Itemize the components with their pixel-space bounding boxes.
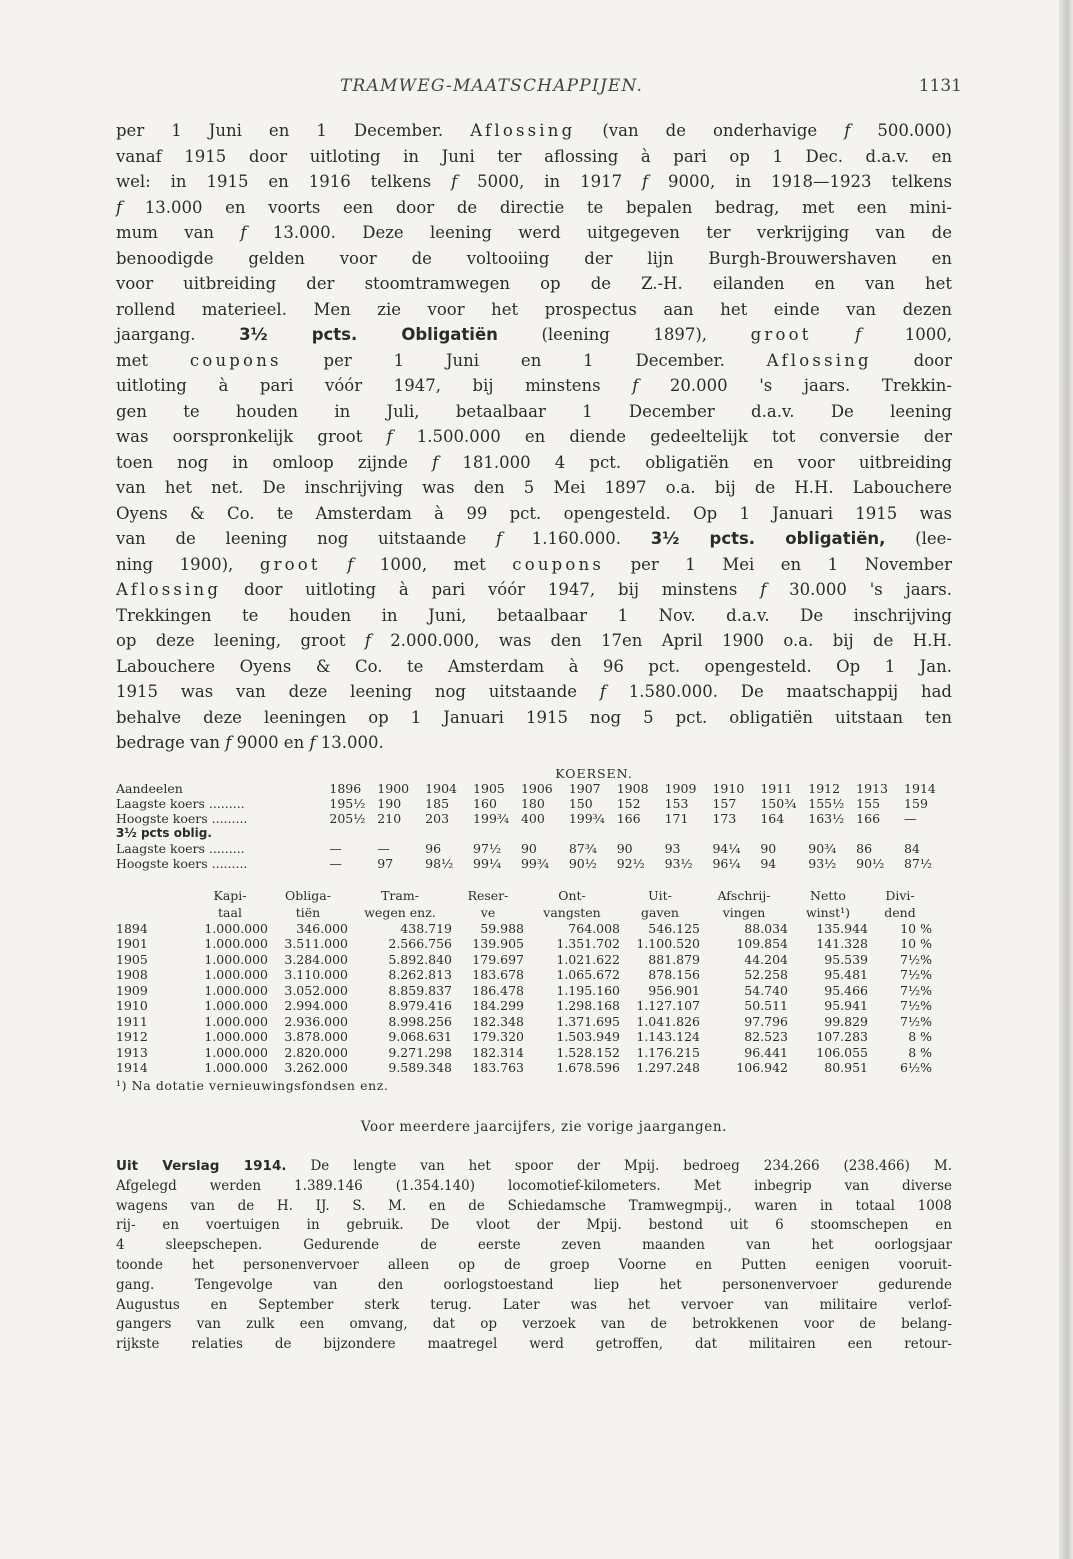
financials-cell: 109.854 [736,936,788,951]
financials-cell: 7½% [900,1013,932,1029]
financials-cell: 3.110.000 [284,967,348,982]
financials-cell: 1.000.000 [204,920,268,936]
koersen-cell: 159 [904,795,928,811]
financials-header: Divi- [885,887,915,903]
paragraph-line: behalve deze leeningen op 1 Januari 1915 nog 5 pct. obligatiën uitstaan ten [116,707,952,727]
financials-cell: 95.481 [824,967,868,982]
financials-row [116,1060,932,1076]
verslag-line: rij- en voertuigen in gebruik. De vloot der Mpij. bestond uit 6 stoomschepen en [116,1217,952,1234]
financials-row [116,921,932,937]
financials-cell: 1.000.000 [204,1013,268,1029]
koersen-year: 1906 [520,780,553,796]
financials-cell: 141.328 [816,936,868,951]
financials-cell: 107.283 [816,1029,868,1044]
paragraph-line: rollend materieel. Men zie voor het prospectus aan het einde van dezen [116,299,952,319]
financials-row [116,1029,932,1045]
financials-row [116,983,932,999]
koersen-row [116,841,952,856]
koersen-section [116,766,952,871]
koersen-year: 1909 [664,780,697,796]
financials-cell: 82.523 [744,1029,788,1044]
financials-cell: 1.000.000 [204,936,268,951]
koersen-cell: 166 [856,810,881,826]
financials-cell: 5.892.840 [388,951,452,967]
koersen-cell: 94¼ [712,840,741,856]
paragraph-line: Trekkingen te houden in Juni, betaalbaar 1 Nov. d.a.v. De inschrijving [116,605,952,625]
florin-sign: f [225,733,232,752]
financials-cell: 10 % [900,936,932,951]
financials-cell: 10 % [900,920,932,936]
bold-heading: 3½ pcts. obligatiën, [650,529,886,548]
financials-cell: 1.503.949 [556,1029,620,1044]
verslag-line: 4 sleepschepen. Gedurende de eerste zeven maanden van het oorlogsjaar [116,1237,952,1254]
financials-cell: 3.511.000 [284,936,348,951]
koersen-year: 1908 [616,780,649,796]
koersen-cell: 199¾ [473,810,510,826]
financials-cell: 97.796 [744,1013,788,1029]
spaced-term: coupons [189,350,282,370]
paragraph-line: vanaf 1915 door uitloting in Juni ter aflossing à pari op 1 Dec. d.a.v. en [116,146,952,166]
koersen-year: 1910 [712,780,745,796]
financials-header: wegen enz. [364,904,436,920]
florin-sign: f [386,427,393,446]
financials-cell: 1.041.826 [636,1013,700,1029]
financials-cell: 2.566.756 [388,936,452,951]
koersen-cell: 203 [425,810,450,826]
koersen-row [116,826,952,841]
financials-header: Ont- [558,887,586,903]
financials-cell: 88.034 [744,920,788,936]
koersen-cell: 210 [377,810,402,826]
koersen-cell: 400 [520,810,545,826]
financials-cell: 179.320 [472,1029,524,1044]
koersen-year: 1907 [568,780,601,796]
koersen-cell: 94 [760,855,777,871]
paragraph-line: toen nog in omloop zijnde f 181.000 4 pct. obligatiën en voor uitbreiding [116,452,952,472]
koersen-year: 1900 [377,780,410,796]
financials-cell: 99.829 [824,1013,868,1029]
financials-cell: 106.055 [816,1044,868,1060]
koersen-cell: 96 [425,840,442,856]
financials-cell: 6½% [900,1060,932,1075]
financials-cell: 179.697 [472,951,524,967]
financials-year: 1911 [116,1013,148,1029]
financials-cell: 1.371.695 [556,1013,620,1029]
financials-cell: 7½% [900,982,932,998]
koersen-year: 1914 [904,780,936,796]
koersen-cell: 163½ [808,810,845,826]
florin-sign: f [432,452,439,472]
financials-header: tiën [295,904,321,920]
financials-cell: 8.262.813 [388,967,452,982]
florin-sign: f [632,376,639,395]
koersen-cell: 153 [664,795,689,811]
financials-section [116,887,952,1094]
verslag-line: gangers van zulk een omvang, dat op verzoek van de betrokkenen voor de belang- [116,1316,952,1333]
running-header [116,66,962,96]
koersen-cell: 164 [760,810,785,826]
paragraph-line: Labouchere Oyens & Co. te Amsterdam à 96 pct. opengesteld. Op 1 Jan. [116,656,952,676]
koersen-year: 1911 [760,780,793,796]
financials-year: 1901 [116,936,148,951]
financials-cell: 182.314 [472,1044,524,1060]
koersen-cell: 152 [616,795,641,811]
financials-cell: 1.000.000 [204,982,268,998]
financials-cell: 1.528.152 [556,1044,620,1060]
financials-cell: 106.942 [736,1060,788,1075]
financials-cell: 8.998.256 [388,1013,452,1029]
koersen-cell: 190 [377,795,402,811]
paragraph-line: op deze leening, groot f 2.000.000, was den 17en April 1900 o.a. bij de H.H. [116,631,952,650]
koersen-caption: KOERSEN. [555,765,633,781]
financials-cell: 1.000.000 [204,998,268,1013]
koersen-cell: 90¾ [808,840,837,856]
koersen-cell: 90 [616,840,633,856]
financials-cell: 764.008 [568,920,620,936]
koersen-cell: — [377,840,390,856]
financials-cell: 3.284.000 [284,951,348,967]
bold-heading: 3½ pcts. Obligatiën [239,325,498,344]
financials-cell: 44.204 [744,951,788,967]
koersen-cell: 166 [616,810,641,826]
financials-cell: 546.125 [648,920,700,936]
financials-cell: 9.271.298 [388,1044,452,1060]
koersen-cell: 99¼ [473,855,502,871]
financials-year: 1910 [116,998,148,1013]
running-title: TRAMWEG-MAATSCHAPPIJEN. [340,76,644,96]
koersen-year: 1912 [808,780,841,796]
koersen-row-label: Hoogste koers ......... [116,855,248,871]
financials-header: Netto [810,887,846,903]
florin-sign: f [451,172,458,191]
koersen-year: 1904 [425,780,457,796]
financials-cell: 1.021.622 [556,951,620,967]
florin-sign: f [844,121,851,140]
financials-cell: 438.719 [400,920,452,936]
financials-cell: 1.000.000 [204,1029,268,1044]
spaced-term: Aflossing [116,580,222,599]
financials-cell: 1.143.124 [636,1029,700,1044]
paragraph-line: met coupons per 1 Juni en 1 December. Aflossing door [116,350,952,370]
koersen-cell: 99¾ [520,855,549,871]
verslag-line: rijkste relaties de bijzondere maatregel werd getroffen, dat militairen een retour- [116,1336,952,1353]
koersen-cell: 150 [568,795,593,811]
financials-cell: 1.127.107 [636,998,700,1013]
financials-cell: 1.000.000 [204,967,268,982]
florin-sign: f [116,197,123,217]
more-figures-note: Voor meerdere jaarcijfers, zie vorige jaargangen. [360,1119,728,1135]
financials-cell: 2.820.000 [284,1044,348,1060]
financials-cell: 8.979.416 [388,998,452,1013]
financials-header: gaven [641,904,679,920]
financials-table [116,887,932,1076]
financials-cell: 183.763 [472,1060,524,1075]
financials-cell: 7½% [900,967,932,982]
florin-sign: f [855,325,862,344]
verslag-line: Uit Verslag 1914. De lengte van het spoor der Mpij. bedroeg 234.266 (238.466) M. [116,1158,952,1174]
spaced-term: coupons [512,554,605,574]
financials-cell: 80.951 [824,1060,868,1075]
financials-row [116,1014,932,1030]
koersen-cell: 155½ [808,795,845,811]
financials-cell: 96.441 [744,1044,788,1060]
financials-cell: 3.262.000 [284,1060,348,1075]
spaced-term: groot [750,325,812,344]
koersen-cell: 87¾ [568,840,597,856]
paragraph-line: mum van f 13.000. Deze leening werd uitgegeven ter verkrijging van de [116,223,952,242]
paragraph-line: 1915 was van deze leening nog uitstaande f 1.580.000. De maatschappij had [116,682,952,701]
koersen-row-label: Aandeelen [116,780,183,796]
financials-cell: 1.297.248 [636,1060,700,1075]
financials-cell: 2.936.000 [284,1013,348,1029]
financials-header: Obliga- [285,887,331,903]
financials-header: Afschrij- [717,887,771,903]
body-paragraph [116,118,952,756]
koersen-cell: 84 [904,840,920,856]
financials-header: vangsten [543,904,601,920]
financials-header: Kapi- [213,887,247,903]
koersen-cell: 155 [856,795,881,811]
page-number: 1131 [918,76,962,96]
koersen-cell: 205½ [329,810,366,826]
financials-cell: 184.299 [472,998,524,1013]
koersen-cell: 157 [712,795,737,811]
koersen-cell: 97 [377,855,394,871]
paragraph-line: bedrage van f 9000 en f 13.000. [116,733,384,752]
financials-year: 1894 [116,920,148,936]
financials-cell: 2.994.000 [284,998,348,1013]
paragraph-line: Oyens & Co. te Amsterdam à 99 pct. opengesteld. Op 1 Januari 1915 was [116,503,952,523]
koersen-cell: 180 [520,795,545,811]
financials-cell: 1.000.000 [204,1044,268,1060]
verslag-line: Afgelegd werden 1.389.146 (1.354.140) locomotief-kilometers. Met inbegrip van diverse [116,1177,952,1194]
koersen-header-row [116,781,952,796]
financials-cell: 956.901 [648,982,700,998]
paragraph-line: jaargang. 3½ pcts. Obligatiën (leening 1897), groot f 1000, [116,325,953,344]
koersen-year: 1896 [329,780,362,796]
financials-row [116,1045,932,1061]
financials-cell: 1.195.160 [556,982,620,998]
financials-cell: 9.068.631 [388,1029,452,1044]
koersen-cell: 90 [520,840,537,856]
financials-cell: 3.878.000 [284,1029,348,1044]
koersen-cell: 98½ [425,855,454,871]
financials-cell: 182.348 [472,1013,524,1029]
koersen-cell: 90½ [856,855,885,871]
koersen-cell: 150¾ [760,795,797,811]
koersen-cell: 87½ [904,855,933,871]
financials-cell: 135.944 [816,920,868,936]
financials-row [116,967,932,983]
financials-cell: 52.258 [744,967,788,982]
koersen-row [116,811,952,826]
financials-year: 1909 [116,982,148,998]
financials-cell: 3.052.000 [284,982,348,998]
financials-cell: 186.478 [472,982,524,998]
financials-header-row [116,904,932,921]
koersen-cell: — [329,855,342,871]
financials-cell: 1.298.168 [556,998,620,1013]
koersen-cell: 160 [473,795,497,811]
financials-cell: 95.466 [824,982,868,998]
financials-cell: 1.065.672 [556,967,620,982]
financials-header: winst¹) [805,904,851,920]
financials-row [116,998,932,1014]
koersen-cell: — [329,840,342,856]
financials-cell: 346.000 [296,920,348,936]
financials-header: vingen [722,904,766,920]
page-edge [1059,0,1073,1559]
koersen-cell: 93½ [808,855,837,871]
financials-row [116,936,932,952]
paragraph-line: Aflossing door uitloting à pari vóór 1947, bij minstens f 30.000 's jaars. [116,580,952,599]
koersen-cell: 92½ [616,855,645,871]
florin-sign: f [495,529,503,548]
footnote: ¹) Na dotatie vernieuwingsfondsen enz. [116,1077,389,1093]
koersen-cell: 171 [664,810,689,826]
koersen-row [116,796,952,811]
koersen-cell: 93 [664,840,681,856]
financials-header: Uit- [648,887,672,903]
financials-cell: 878.156 [648,967,700,982]
financials-row [116,952,932,968]
koersen-cell: 93½ [664,855,693,871]
document-page [116,66,962,1355]
koersen-row-label: 3½ pcts oblig. [116,825,212,840]
financials-cell: 8 % [908,1044,932,1060]
koersen-table [116,781,952,871]
paragraph-line: ning 1900), groot f 1000, met coupons per 1 Mei en 1 November [116,554,953,574]
koersen-cell: 185 [425,795,450,811]
financials-cell: 1.678.596 [556,1060,620,1075]
financials-year: 1905 [116,951,148,967]
koersen-row [116,856,952,871]
financials-cell: 8.859.837 [388,982,452,998]
financials-cell: 7½% [900,951,932,967]
koersen-cell: 96¼ [712,855,741,871]
koersen-cell: 90½ [568,855,597,871]
florin-sign: f [760,580,767,599]
koersen-row-label: Laagste koers ......... [116,795,245,811]
paragraph-line: voor uitbreiding der stoomtramwegen op de Z.-H. eilanden en van het [116,274,952,293]
financials-cell: 1.176.215 [636,1044,700,1060]
koersen-cell: 173 [712,810,737,826]
florin-sign: f [642,172,649,191]
financials-header: dend [884,904,916,920]
florin-sign: f [599,682,606,701]
koersen-row-label: Hoogste koers ......... [116,810,248,826]
verslag-line: toonde het personenvervoer alleen op de groep Voorne en Putten eenigen vooruit- [116,1256,952,1273]
financials-cell: 7½% [900,998,932,1013]
koersen-cell: — [904,810,917,826]
financials-cell: 1.000.000 [204,1060,268,1075]
koersen-year: 1905 [473,780,505,796]
financials-year: 1914 [116,1060,148,1075]
paragraph-line: f 13.000 en voorts een door de directie te bepalen bedrag, met een mini- [116,197,952,217]
koersen-year: 1913 [856,780,888,796]
spaced-term: Aflossing [470,121,576,140]
paragraph-line: gen te houden in Juli, betaalbaar 1 December d.a.v. De leening [116,401,952,421]
koersen-cell: 86 [856,840,873,856]
financials-year: 1913 [116,1044,148,1060]
financials-cell: 183.678 [472,967,524,982]
financials-header [116,887,192,904]
financials-cell: 59.988 [480,920,524,936]
financials-cell: 881.879 [648,951,700,967]
financials-cell: 1.000.000 [204,951,268,967]
koersen-cell: 199¾ [568,810,605,826]
paragraph-line: uitloting à pari vóór 1947, bij minstens f 20.000 's jaars. Trekkin- [116,376,952,395]
florin-sign: f [309,733,316,752]
verslag-line: gang. Tengevolge van den oorlogstoestand liep het personenvervoer gedurende [116,1276,952,1293]
financials-cell: 50.511 [744,998,788,1013]
financials-cell: 1.351.702 [556,936,620,951]
paragraph-line: was oorspronkelijk groot f 1.500.000 en diende gedeeltelijk tot conversie der [116,427,952,446]
koersen-cell: 90 [760,840,777,856]
paragraph-line: benoodigde gelden voor de voltooiing der lijn Burgh-Brouwershaven en [116,248,952,268]
financials-cell: 54.740 [744,982,788,998]
financials-cell: 95.941 [824,998,868,1013]
financials-header: Reser- [467,887,509,903]
verslag-line: Augustus en September sterk terug. Later was het vervoer van militaire verlof- [116,1296,952,1313]
financials-cell: 9.589.348 [388,1060,452,1075]
financials-header: taal [218,904,242,920]
financials-cell: 139.905 [472,936,524,951]
verslag-paragraph [116,1157,952,1355]
paragraph-line: per 1 Juni en 1 December. Aflossing (van de onderhavige f 500.000) [116,121,952,140]
financials-cell: 1.100.520 [636,936,700,951]
paragraph-line: wel: in 1915 en 1916 telkens f 5000, in 1917 f 9000, in 1918—1923 telkens [116,172,952,191]
koersen-cell: 195½ [329,795,366,811]
florin-sign: f [347,554,354,574]
financials-header: Tram- [381,887,419,903]
florin-sign: f [240,223,247,242]
financials-header: ve [480,904,496,920]
spaced-term: Aflossing [766,350,872,370]
paragraph-line: van het net. De inschrijving was den 5 Mei 1897 o.a. bij de H.H. Labouchere [116,478,952,497]
verslag-line: wagens van de H. IJ. S. M. en de Schiedamsche Tramwegmpij., waren in totaal 1008 [116,1197,952,1214]
financials-year: 1908 [116,967,148,982]
financials-header-row [116,887,932,904]
financials-header [116,904,192,921]
paragraph-line: van de leening nog uitstaande f 1.160.000. 3½ pcts. obligatiën, (lee- [116,529,952,548]
financials-cell: 95.539 [824,951,868,967]
florin-sign: f [364,631,371,650]
financials-year: 1912 [116,1029,148,1044]
koersen-row-label: Laagste koers ......... [116,840,245,856]
koersen-cell: 97½ [473,840,502,856]
bold-heading: Uit Verslag 1914. [116,1158,287,1174]
spaced-term: groot [259,554,321,574]
financials-cell: 8 % [908,1029,932,1044]
